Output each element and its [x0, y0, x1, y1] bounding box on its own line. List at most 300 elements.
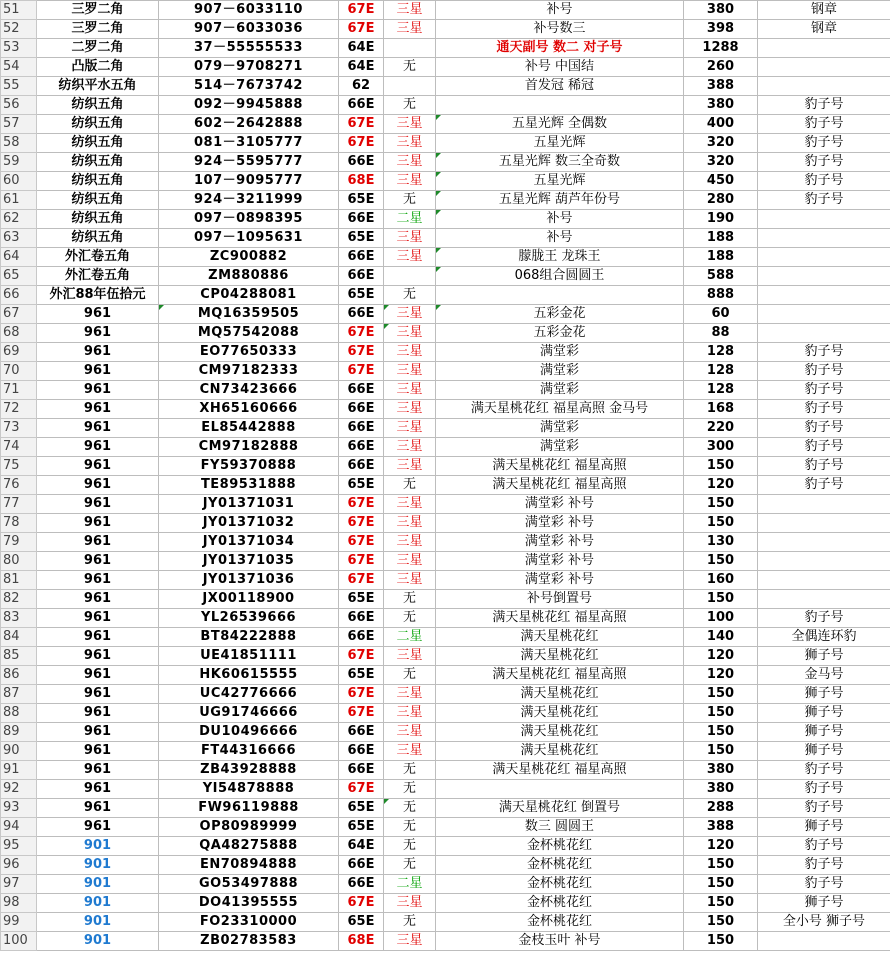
cell-star[interactable]: 三星 [384, 115, 436, 134]
cell-grade[interactable]: 67E [339, 115, 384, 134]
cell-extra[interactable] [758, 590, 890, 609]
cell-grade[interactable]: 67E [339, 514, 384, 533]
cell-grade[interactable]: 66E [339, 305, 384, 324]
cell-grade[interactable]: 66E [339, 628, 384, 647]
cell-price[interactable]: 88 [684, 324, 758, 343]
cell-extra[interactable]: 狮子号 [758, 723, 890, 742]
cell-serial[interactable]: JY01371034 [159, 533, 339, 552]
cell-serial[interactable]: YI54878888 [159, 780, 339, 799]
cell-star[interactable]: 无 [384, 286, 436, 305]
cell-type[interactable]: 961 [37, 761, 159, 780]
cell-serial[interactable]: BT84222888 [159, 628, 339, 647]
cell-price[interactable]: 100 [684, 609, 758, 628]
cell-grade[interactable]: 66E [339, 153, 384, 172]
cell-grade[interactable]: 67E [339, 343, 384, 362]
cell-note[interactable]: 金杯桃花红 [436, 837, 684, 856]
cell-grade[interactable]: 67E [339, 1, 384, 20]
cell-serial[interactable]: JY01371032 [159, 514, 339, 533]
cell-type[interactable]: 961 [37, 419, 159, 438]
cell-serial[interactable]: 907－6033110 [159, 1, 339, 20]
cell-note[interactable]: 五彩金花 [436, 324, 684, 343]
cell-note[interactable]: 金杯桃花红 [436, 875, 684, 894]
cell-serial[interactable]: 924－3211999 [159, 191, 339, 210]
cell-note[interactable]: 满堂彩 补号 [436, 552, 684, 571]
cell-price[interactable]: 288 [684, 799, 758, 818]
row-number[interactable]: 70 [1, 362, 37, 381]
cell-note[interactable]: 金杯桃花红 [436, 856, 684, 875]
cell-star[interactable]: 无 [384, 761, 436, 780]
cell-star[interactable]: 三星 [384, 362, 436, 381]
cell-price[interactable]: 150 [684, 514, 758, 533]
cell-star[interactable]: 无 [384, 191, 436, 210]
cell-type[interactable]: 纺织五角 [37, 115, 159, 134]
cell-grade[interactable]: 66E [339, 609, 384, 628]
cell-extra[interactable]: 狮子号 [758, 742, 890, 761]
cell-note[interactable]: 满天星桃花红 [436, 647, 684, 666]
cell-note[interactable]: 满天星桃花红 福星高照 [436, 476, 684, 495]
cell-note[interactable]: 朦胧王 龙珠王 [436, 248, 684, 267]
cell-price[interactable]: 130 [684, 533, 758, 552]
cell-grade[interactable]: 67E [339, 324, 384, 343]
cell-grade[interactable]: 67E [339, 685, 384, 704]
row-number[interactable]: 84 [1, 628, 37, 647]
row-number[interactable]: 63 [1, 229, 37, 248]
cell-note[interactable]: 满堂彩 [436, 343, 684, 362]
cell-extra[interactable]: 金马号 [758, 666, 890, 685]
cell-type[interactable]: 961 [37, 780, 159, 799]
cell-price[interactable]: 888 [684, 286, 758, 305]
cell-grade[interactable]: 67E [339, 647, 384, 666]
cell-type[interactable]: 961 [37, 704, 159, 723]
cell-extra[interactable]: 豹子号 [758, 96, 890, 115]
cell-star[interactable]: 三星 [384, 381, 436, 400]
cell-serial[interactable]: ZC900882 [159, 248, 339, 267]
cell-price[interactable]: 220 [684, 419, 758, 438]
cell-extra[interactable] [758, 324, 890, 343]
row-number[interactable]: 68 [1, 324, 37, 343]
cell-note[interactable] [436, 286, 684, 305]
cell-extra[interactable]: 豹子号 [758, 381, 890, 400]
cell-star[interactable]: 无 [384, 799, 436, 818]
row-number[interactable]: 75 [1, 457, 37, 476]
cell-star[interactable]: 无 [384, 609, 436, 628]
cell-grade[interactable]: 64E [339, 58, 384, 77]
cell-extra[interactable] [758, 305, 890, 324]
cell-grade[interactable]: 65E [339, 191, 384, 210]
cell-grade[interactable]: 66E [339, 96, 384, 115]
cell-extra[interactable] [758, 514, 890, 533]
cell-price[interactable]: 150 [684, 457, 758, 476]
cell-price[interactable]: 380 [684, 780, 758, 799]
cell-price[interactable]: 168 [684, 400, 758, 419]
cell-star[interactable]: 三星 [384, 647, 436, 666]
cell-extra[interactable]: 豹子号 [758, 400, 890, 419]
cell-type[interactable]: 外汇卷五角 [37, 248, 159, 267]
cell-price[interactable]: 150 [684, 552, 758, 571]
cell-extra[interactable]: 全偶连环豹 [758, 628, 890, 647]
cell-star[interactable]: 二星 [384, 628, 436, 647]
cell-grade[interactable]: 67E [339, 362, 384, 381]
cell-type[interactable]: 外汇88年伍拾元 [37, 286, 159, 305]
cell-star[interactable] [384, 267, 436, 286]
row-number[interactable]: 93 [1, 799, 37, 818]
cell-extra[interactable]: 豹子号 [758, 476, 890, 495]
cell-price[interactable]: 588 [684, 267, 758, 286]
cell-price[interactable]: 320 [684, 134, 758, 153]
cell-type[interactable]: 纺织五角 [37, 229, 159, 248]
cell-serial[interactable]: 907－6033036 [159, 20, 339, 39]
cell-star[interactable]: 无 [384, 837, 436, 856]
cell-serial[interactable]: JY01371031 [159, 495, 339, 514]
cell-type[interactable]: 961 [37, 533, 159, 552]
cell-serial[interactable]: 081－3105777 [159, 134, 339, 153]
cell-grade[interactable]: 66E [339, 210, 384, 229]
cell-grade[interactable]: 67E [339, 20, 384, 39]
cell-price[interactable]: 190 [684, 210, 758, 229]
row-number[interactable]: 51 [1, 1, 37, 20]
cell-serial[interactable]: CM97182888 [159, 438, 339, 457]
cell-note[interactable]: 满堂彩 补号 [436, 495, 684, 514]
cell-price[interactable]: 320 [684, 153, 758, 172]
cell-note[interactable]: 通天副号 数二 对子号 [436, 39, 684, 58]
cell-star[interactable]: 三星 [384, 495, 436, 514]
cell-grade[interactable]: 64E [339, 837, 384, 856]
cell-grade[interactable]: 66E [339, 381, 384, 400]
cell-extra[interactable]: 豹子号 [758, 780, 890, 799]
cell-note[interactable]: 满堂彩 [436, 362, 684, 381]
row-number[interactable]: 54 [1, 58, 37, 77]
cell-extra[interactable]: 豹子号 [758, 191, 890, 210]
cell-grade[interactable]: 67E [339, 134, 384, 153]
cell-price[interactable]: 128 [684, 343, 758, 362]
cell-star[interactable]: 二星 [384, 875, 436, 894]
row-number[interactable]: 80 [1, 552, 37, 571]
cell-extra[interactable]: 豹子号 [758, 837, 890, 856]
cell-grade[interactable]: 65E [339, 476, 384, 495]
cell-star[interactable] [384, 39, 436, 58]
cell-extra[interactable]: 豹子号 [758, 115, 890, 134]
row-number[interactable]: 60 [1, 172, 37, 191]
row-number[interactable]: 88 [1, 704, 37, 723]
cell-type[interactable]: 901 [37, 913, 159, 932]
cell-type[interactable]: 961 [37, 647, 159, 666]
cell-star[interactable]: 三星 [384, 457, 436, 476]
row-number[interactable]: 65 [1, 267, 37, 286]
cell-price[interactable]: 160 [684, 571, 758, 590]
cell-note[interactable]: 068组合圆圆王 [436, 267, 684, 286]
cell-type[interactable]: 901 [37, 837, 159, 856]
cell-note[interactable]: 金枝玉叶 补号 [436, 932, 684, 951]
cell-note[interactable]: 满天星桃花红 福星高照 [436, 666, 684, 685]
cell-extra[interactable] [758, 571, 890, 590]
cell-grade[interactable]: 66E [339, 267, 384, 286]
cell-type[interactable]: 961 [37, 476, 159, 495]
row-number[interactable]: 86 [1, 666, 37, 685]
cell-serial[interactable]: OP80989999 [159, 818, 339, 837]
cell-star[interactable]: 三星 [384, 742, 436, 761]
cell-star[interactable]: 三星 [384, 438, 436, 457]
cell-price[interactable]: 150 [684, 704, 758, 723]
cell-star[interactable]: 无 [384, 780, 436, 799]
cell-note[interactable]: 满天星桃花红 福星高照 金马号 [436, 400, 684, 419]
cell-type[interactable]: 纺织五角 [37, 153, 159, 172]
cell-serial[interactable]: CP04288081 [159, 286, 339, 305]
cell-type[interactable]: 961 [37, 362, 159, 381]
cell-extra[interactable]: 狮子号 [758, 894, 890, 913]
cell-note[interactable]: 满天星桃花红 [436, 704, 684, 723]
cell-serial[interactable]: UC42776666 [159, 685, 339, 704]
cell-price[interactable]: 150 [684, 742, 758, 761]
cell-type[interactable]: 961 [37, 742, 159, 761]
cell-serial[interactable]: HK60615555 [159, 666, 339, 685]
cell-extra[interactable]: 豹子号 [758, 438, 890, 457]
cell-price[interactable]: 120 [684, 666, 758, 685]
cell-note[interactable]: 满天星桃花红 [436, 685, 684, 704]
cell-grade[interactable]: 66E [339, 438, 384, 457]
cell-price[interactable]: 388 [684, 818, 758, 837]
cell-star[interactable]: 三星 [384, 571, 436, 590]
row-number[interactable]: 71 [1, 381, 37, 400]
row-number[interactable]: 78 [1, 514, 37, 533]
cell-price[interactable]: 60 [684, 305, 758, 324]
cell-grade[interactable]: 67E [339, 704, 384, 723]
cell-extra[interactable]: 豹子号 [758, 799, 890, 818]
cell-serial[interactable]: 37－55555533 [159, 39, 339, 58]
cell-type[interactable]: 961 [37, 571, 159, 590]
cell-price[interactable]: 188 [684, 229, 758, 248]
cell-extra[interactable] [758, 495, 890, 514]
cell-serial[interactable]: 602－2642888 [159, 115, 339, 134]
row-number[interactable]: 94 [1, 818, 37, 837]
cell-serial[interactable]: FT44316666 [159, 742, 339, 761]
cell-star[interactable]: 三星 [384, 533, 436, 552]
row-number[interactable]: 77 [1, 495, 37, 514]
cell-extra[interactable]: 豹子号 [758, 134, 890, 153]
cell-note[interactable]: 首发冠 稀冠 [436, 77, 684, 96]
cell-note[interactable]: 满天星桃花红 [436, 742, 684, 761]
cell-type[interactable]: 961 [37, 324, 159, 343]
cell-type[interactable]: 961 [37, 381, 159, 400]
cell-serial[interactable]: UG91746666 [159, 704, 339, 723]
cell-price[interactable]: 260 [684, 58, 758, 77]
cell-serial[interactable]: JY01371035 [159, 552, 339, 571]
cell-type[interactable]: 纺织五角 [37, 191, 159, 210]
cell-grade[interactable]: 67E [339, 571, 384, 590]
cell-grade[interactable]: 65E [339, 799, 384, 818]
cell-star[interactable]: 无 [384, 818, 436, 837]
cell-type[interactable]: 961 [37, 685, 159, 704]
cell-type[interactable]: 961 [37, 723, 159, 742]
row-number[interactable]: 56 [1, 96, 37, 115]
cell-star[interactable]: 三星 [384, 723, 436, 742]
cell-serial[interactable]: 092－9945888 [159, 96, 339, 115]
cell-note[interactable]: 数三 圆圆王 [436, 818, 684, 837]
row-number[interactable]: 99 [1, 913, 37, 932]
cell-serial[interactable]: JX00118900 [159, 590, 339, 609]
cell-price[interactable]: 150 [684, 685, 758, 704]
cell-grade[interactable]: 66E [339, 875, 384, 894]
cell-type[interactable]: 961 [37, 514, 159, 533]
cell-extra[interactable]: 豹子号 [758, 609, 890, 628]
cell-extra[interactable]: 狮子号 [758, 704, 890, 723]
row-number[interactable]: 53 [1, 39, 37, 58]
row-number[interactable]: 69 [1, 343, 37, 362]
row-number[interactable]: 87 [1, 685, 37, 704]
cell-extra[interactable]: 狮子号 [758, 647, 890, 666]
cell-grade[interactable]: 66E [339, 856, 384, 875]
row-number[interactable]: 100 [1, 932, 37, 951]
cell-extra[interactable]: 豹子号 [758, 875, 890, 894]
cell-extra[interactable]: 狮子号 [758, 818, 890, 837]
cell-serial[interactable]: MQ57542088 [159, 324, 339, 343]
cell-extra[interactable]: 豹子号 [758, 761, 890, 780]
cell-price[interactable]: 150 [684, 495, 758, 514]
cell-price[interactable]: 140 [684, 628, 758, 647]
row-number[interactable]: 76 [1, 476, 37, 495]
cell-type[interactable]: 纺织五角 [37, 172, 159, 191]
cell-price[interactable]: 380 [684, 761, 758, 780]
cell-star[interactable]: 三星 [384, 932, 436, 951]
row-number[interactable]: 73 [1, 419, 37, 438]
cell-note[interactable]: 满天星桃花红 福星高照 [436, 761, 684, 780]
row-number[interactable]: 98 [1, 894, 37, 913]
cell-grade[interactable]: 66E [339, 400, 384, 419]
cell-grade[interactable]: 66E [339, 248, 384, 267]
row-number[interactable]: 74 [1, 438, 37, 457]
row-number[interactable]: 67 [1, 305, 37, 324]
cell-serial[interactable]: CN73423666 [159, 381, 339, 400]
cell-type[interactable]: 纺织五角 [37, 210, 159, 229]
cell-type[interactable]: 961 [37, 400, 159, 419]
cell-star[interactable]: 三星 [384, 552, 436, 571]
cell-serial[interactable]: ZB43928888 [159, 761, 339, 780]
cell-star[interactable] [384, 77, 436, 96]
cell-grade[interactable]: 65E [339, 590, 384, 609]
cell-note[interactable] [436, 96, 684, 115]
row-number[interactable]: 59 [1, 153, 37, 172]
row-number[interactable]: 89 [1, 723, 37, 742]
cell-type[interactable]: 961 [37, 818, 159, 837]
cell-serial[interactable]: 107－9095777 [159, 172, 339, 191]
cell-price[interactable]: 150 [684, 856, 758, 875]
row-number[interactable]: 96 [1, 856, 37, 875]
cell-extra[interactable]: 豹子号 [758, 153, 890, 172]
cell-extra[interactable] [758, 77, 890, 96]
cell-star[interactable]: 三星 [384, 514, 436, 533]
cell-note[interactable]: 五星光辉 全偶数 [436, 115, 684, 134]
cell-extra[interactable]: 钢章 [758, 20, 890, 39]
cell-star[interactable]: 三星 [384, 324, 436, 343]
cell-extra[interactable]: 狮子号 [758, 685, 890, 704]
row-number[interactable]: 91 [1, 761, 37, 780]
cell-extra[interactable] [758, 58, 890, 77]
cell-star[interactable]: 无 [384, 856, 436, 875]
cell-note[interactable]: 满天星桃花红 倒置号 [436, 799, 684, 818]
cell-price[interactable]: 120 [684, 837, 758, 856]
cell-grade[interactable]: 62 [339, 77, 384, 96]
cell-type[interactable]: 901 [37, 856, 159, 875]
row-number[interactable]: 82 [1, 590, 37, 609]
cell-note[interactable]: 补号 中国结 [436, 58, 684, 77]
row-number[interactable]: 61 [1, 191, 37, 210]
cell-note[interactable]: 满天星桃花红 福星高照 [436, 609, 684, 628]
cell-extra[interactable] [758, 39, 890, 58]
cell-price[interactable]: 150 [684, 932, 758, 951]
cell-serial[interactable]: TE89531888 [159, 476, 339, 495]
cell-price[interactable]: 380 [684, 96, 758, 115]
cell-star[interactable]: 三星 [384, 134, 436, 153]
cell-type[interactable]: 961 [37, 343, 159, 362]
cell-price[interactable]: 150 [684, 590, 758, 609]
cell-price[interactable]: 450 [684, 172, 758, 191]
cell-serial[interactable]: 097－1095631 [159, 229, 339, 248]
cell-note[interactable]: 五星光辉 [436, 134, 684, 153]
cell-grade[interactable]: 66E [339, 761, 384, 780]
cell-note[interactable] [436, 780, 684, 799]
cell-price[interactable]: 150 [684, 913, 758, 932]
cell-price[interactable]: 400 [684, 115, 758, 134]
cell-note[interactable]: 五星光辉 [436, 172, 684, 191]
cell-type[interactable]: 三罗二角 [37, 1, 159, 20]
cell-price[interactable]: 150 [684, 875, 758, 894]
cell-note[interactable]: 满堂彩 补号 [436, 533, 684, 552]
cell-note[interactable]: 满天星桃花红 福星高照 [436, 457, 684, 476]
cell-type[interactable]: 961 [37, 305, 159, 324]
row-number[interactable]: 90 [1, 742, 37, 761]
cell-grade[interactable]: 66E [339, 457, 384, 476]
row-number[interactable]: 66 [1, 286, 37, 305]
cell-type[interactable]: 901 [37, 875, 159, 894]
cell-grade[interactable]: 67E [339, 495, 384, 514]
cell-star[interactable]: 三星 [384, 685, 436, 704]
cell-type[interactable]: 纺织五角 [37, 96, 159, 115]
cell-price[interactable]: 188 [684, 248, 758, 267]
cell-grade[interactable]: 67E [339, 780, 384, 799]
cell-star[interactable]: 无 [384, 666, 436, 685]
cell-grade[interactable]: 67E [339, 552, 384, 571]
cell-serial[interactable]: FW96119888 [159, 799, 339, 818]
row-number[interactable]: 95 [1, 837, 37, 856]
cell-type[interactable]: 901 [37, 894, 159, 913]
cell-extra[interactable] [758, 248, 890, 267]
cell-serial[interactable]: DO41395555 [159, 894, 339, 913]
cell-star[interactable]: 三星 [384, 400, 436, 419]
cell-type[interactable]: 961 [37, 495, 159, 514]
cell-extra[interactable]: 豹子号 [758, 856, 890, 875]
cell-type[interactable]: 901 [37, 932, 159, 951]
row-number[interactable]: 97 [1, 875, 37, 894]
cell-star[interactable]: 三星 [384, 704, 436, 723]
cell-serial[interactable]: XH65160666 [159, 400, 339, 419]
cell-extra[interactable] [758, 286, 890, 305]
cell-star[interactable]: 无 [384, 590, 436, 609]
cell-note[interactable]: 满堂彩 补号 [436, 514, 684, 533]
cell-extra[interactable]: 全小号 狮子号 [758, 913, 890, 932]
cell-grade[interactable]: 66E [339, 419, 384, 438]
cell-extra[interactable]: 豹子号 [758, 343, 890, 362]
cell-grade[interactable]: 68E [339, 172, 384, 191]
cell-note[interactable]: 满堂彩 [436, 419, 684, 438]
cell-extra[interactable]: 豹子号 [758, 457, 890, 476]
cell-serial[interactable]: 097－0898395 [159, 210, 339, 229]
cell-serial[interactable]: 079－9708271 [159, 58, 339, 77]
cell-star[interactable]: 三星 [384, 248, 436, 267]
cell-price[interactable]: 128 [684, 362, 758, 381]
row-number[interactable]: 58 [1, 134, 37, 153]
cell-type[interactable]: 961 [37, 438, 159, 457]
cell-serial[interactable]: FY59370888 [159, 457, 339, 476]
cell-grade[interactable]: 65E [339, 666, 384, 685]
